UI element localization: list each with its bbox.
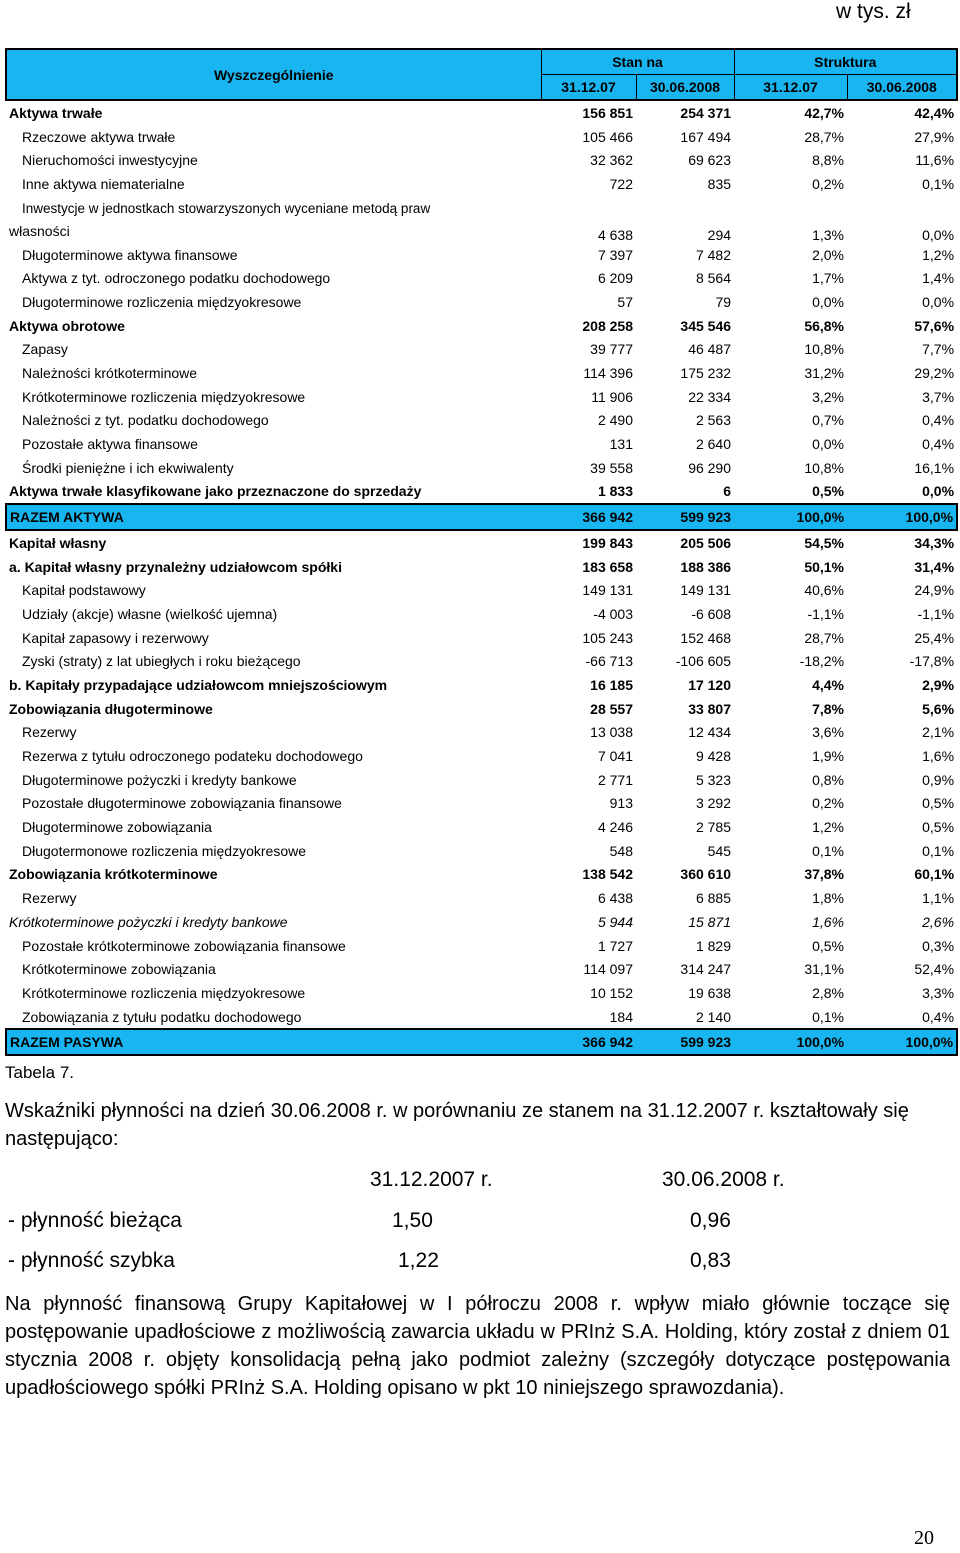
row-value-2: 1 829 <box>695 937 732 954</box>
table-row <box>6 290 957 314</box>
row-value-3: 3,6% <box>812 724 845 741</box>
ratio-value-quick-2007: 1,22 <box>398 1249 439 1272</box>
row-value-1: -4 003 <box>593 605 633 622</box>
balance-sheet-table <box>5 48 958 1056</box>
row-value-2: 599 923 <box>636 504 734 530</box>
row-value-2: 152 468 <box>680 629 732 646</box>
table-row <box>6 863 957 887</box>
row-label: Krótkoterminowe rozliczenia międzyokresowe <box>22 388 306 405</box>
table-row <box>6 148 957 172</box>
header-group-struktura: Struktura <box>734 49 957 75</box>
table-row <box>6 432 957 456</box>
row-value-4: 11,6% <box>915 152 955 169</box>
header-col-2: 30.06.2008 <box>636 75 734 101</box>
total-row <box>6 1029 957 1055</box>
table-row <box>6 792 957 816</box>
row-value-3: 28,7% <box>804 629 845 646</box>
row-value-2: 15 871 <box>688 913 732 930</box>
row-label: Zobowiązania krótkoterminowe <box>9 866 218 883</box>
row-value-3: 100,0% <box>734 504 847 530</box>
row-label: Rzeczowe aktywa trwałe <box>22 128 176 145</box>
row-label: Krótkoterminowe pożyczki i kredyty bankowe <box>9 913 288 930</box>
row-value-4: 0,1% <box>922 175 955 192</box>
ratio-value-quick-2008: 0,83 <box>690 1249 731 1272</box>
row-value-3: 50,1% <box>804 558 845 575</box>
row-label: b. Kapitały przypadające udziałowcom mniejszościowym <box>9 676 388 693</box>
row-value-1: 1 727 <box>597 937 633 954</box>
table-caption: Tabela 7. <box>5 1063 74 1082</box>
row-value-1: 913 <box>609 795 633 812</box>
row-value-1: 16 185 <box>590 676 633 693</box>
header-group-stan: Stan na <box>541 49 734 75</box>
row-value-4: 3,7% <box>922 388 955 405</box>
row-value-1: -66 713 <box>585 653 633 670</box>
table-row <box>6 530 957 555</box>
table-row <box>6 744 957 768</box>
table-row <box>6 385 957 409</box>
table-row <box>6 1005 957 1030</box>
row-value-4: 27,9% <box>914 128 955 145</box>
row-value-4: 34,3% <box>914 534 955 551</box>
row-label: Zapasy <box>22 341 68 358</box>
table-row <box>6 338 957 362</box>
header-col-1: 31.12.07 <box>541 75 636 101</box>
row-value-4: 0,0% <box>922 483 955 500</box>
row-value-3: 0,1% <box>812 842 845 859</box>
row-value-1: 7 041 <box>597 748 633 765</box>
row-value-3: 56,8% <box>804 317 845 334</box>
table-row <box>6 172 957 196</box>
row-value-2: 8 564 <box>695 270 732 287</box>
row-label-line-1: Inwestycje w jednostkach stowarzyszonych wyceniane metodą praw <box>22 200 431 216</box>
row-value-2: 835 <box>707 175 732 192</box>
table-row <box>6 361 957 385</box>
row-value-1: 131 <box>609 436 633 453</box>
row-value-3: 0,0% <box>812 293 845 310</box>
row-value-1: 7 397 <box>597 246 633 263</box>
row-value-3: 7,8% <box>812 700 845 717</box>
table-row <box>6 100 957 125</box>
row-value-3: 0,2% <box>812 175 845 192</box>
table-row <box>6 555 957 579</box>
row-value-4: 0,3% <box>922 937 955 954</box>
row-value-2: 5 323 <box>695 771 732 788</box>
row-label <box>6 196 541 243</box>
row-value-4: 25,4% <box>914 629 955 646</box>
row-label: Środki pieniężne i ich ekwiwalenty <box>22 459 234 476</box>
table-row <box>6 886 957 910</box>
row-label: Aktywa z tyt. odroczonego podatku dochodowego <box>22 270 331 287</box>
row-value-3: 40,6% <box>804 582 845 599</box>
row-value-4: 31,4% <box>914 558 955 575</box>
row-value-1: 208 258 <box>582 317 633 334</box>
row-value-3: 31,1% <box>804 961 845 978</box>
row-label: Aktywa trwałe <box>9 104 103 121</box>
row-value-1: 57 <box>617 293 633 310</box>
row-value-2: 69 623 <box>688 152 732 169</box>
row-value-3: 28,7% <box>804 128 845 145</box>
row-value-1: 366 942 <box>541 504 636 530</box>
row-value-4: 0,4% <box>922 412 955 429</box>
row-label: Udziały (akcje) własne (wielkość ujemna) <box>22 605 278 622</box>
row-value-4: 0,5% <box>922 795 955 812</box>
row-value-1: 366 942 <box>541 1029 636 1055</box>
row-label: Aktywa trwałe klasyfikowane jako przeznaczone do sprzedaży <box>9 483 422 500</box>
row-value-3: 54,5% <box>804 534 845 551</box>
row-label: a. Kapitał własny przynależny udziałowcom spółki <box>9 558 342 575</box>
row-value-3: 0,8% <box>812 771 845 788</box>
row-value-3: 0,5% <box>812 483 845 500</box>
row-value-2: 545 <box>707 842 732 859</box>
row-value-4: 1,4% <box>922 270 955 287</box>
table-row <box>6 456 957 480</box>
table-row <box>6 480 957 505</box>
total-row <box>6 504 957 530</box>
ratio-col-header-2: 30.06.2008 r. <box>662 1168 785 1191</box>
ratio-value-current-2007: 1,50 <box>392 1209 433 1232</box>
row-value-2: 360 610 <box>680 866 732 883</box>
row-value-4: 2,6% <box>922 913 955 930</box>
row-value-1: 1 833 <box>597 483 633 500</box>
row-value-1: 11 906 <box>591 388 633 405</box>
row-value-3: 0,1% <box>812 1008 845 1025</box>
table-row <box>6 409 957 433</box>
row-label: Należności z tyt. podatku dochodowego <box>22 412 269 429</box>
row-value-4: 52,4% <box>914 961 955 978</box>
row-value-4: -1,1% <box>917 605 955 622</box>
paragraph-liquidity-explanation: Na płynność finansową Grupy Kapitałowej w I półroczu 2008 r. wpływ miało głównie toczące się postępowanie upadłościowe z możliwością zawarcia układu w PRInż S.A. Holding, który został z dniem 01 stycznia 2008 r. objęty konsolidacją pełną jako podmiot zależny (szczegóły dotyczące postępowania upadłościowego spółki PRInż S.A. Holding opisano w pkt 10 niniejszego sprawozdania). <box>5 1293 950 1399</box>
row-value-2: 2 563 <box>695 412 732 429</box>
row-label: RAZEM AKTYWA <box>6 504 541 530</box>
row-label: Rezerwy <box>22 890 77 907</box>
row-value-4: -17,8% <box>909 653 955 670</box>
table-row <box>6 196 957 243</box>
row-label: Pozostałe aktywa finansowe <box>22 436 198 453</box>
row-value-2: 2 785 <box>695 819 732 836</box>
row-value-1: 5 944 <box>597 913 633 930</box>
row-value-4: 2,9% <box>922 676 955 693</box>
row-value-3: 10,8% <box>804 459 845 476</box>
row-label: Krótkoterminowe zobowiązania <box>22 961 216 978</box>
row-value-4: 100,0% <box>847 504 957 530</box>
row-value-1: 28 557 <box>590 700 633 717</box>
row-value-3: 0,5% <box>812 937 845 954</box>
row-value-1: 10 152 <box>590 984 633 1001</box>
table-row <box>6 934 957 958</box>
row-label: Kapitał podstawowy <box>22 582 146 599</box>
row-value-4: 0,0% <box>922 226 955 243</box>
ratio-col-header-1: 31.12.2007 r. <box>370 1168 493 1191</box>
row-label: Nieruchomości inwestycyjne <box>22 152 198 169</box>
row-value-2: 345 546 <box>680 317 732 334</box>
table-row <box>6 981 957 1005</box>
row-value-1: 138 542 <box>582 866 633 883</box>
row-value-1: 39 558 <box>590 459 633 476</box>
row-value-4: 0,9% <box>922 771 955 788</box>
row-label: Rezerwa z tytułu odroczonego podateku dochodowego <box>22 748 363 765</box>
row-value-1: 105 243 <box>582 629 633 646</box>
row-value-4: 24,9% <box>914 582 955 599</box>
header-label: Wyszczególnienie <box>6 49 541 100</box>
row-value-4: 1,2% <box>922 246 955 263</box>
row-value-2: 33 807 <box>688 700 732 717</box>
row-value-3: 31,2% <box>804 365 845 382</box>
row-value-1: 149 131 <box>582 582 633 599</box>
row-value-2: 2 640 <box>695 436 732 453</box>
row-label: Kapitał zapasowy i rezerwowy <box>22 629 209 646</box>
row-value-1: 4 638 <box>597 226 633 243</box>
table-row <box>6 768 957 792</box>
row-value-3: 2,0% <box>812 246 845 263</box>
row-label: Długoterminowe zobowiązania <box>22 819 212 836</box>
row-value-4: 100,0% <box>847 1029 957 1055</box>
row-value-2: 79 <box>715 293 732 310</box>
row-value-3: -18,2% <box>799 653 845 670</box>
row-value-2: 12 434 <box>688 724 732 741</box>
row-value-1: 32 362 <box>590 152 633 169</box>
row-value-3: 2,8% <box>812 984 845 1001</box>
row-value-2: 3 292 <box>695 795 732 812</box>
row-label: Długoterminowe rozliczenia międzyokresowe <box>22 293 302 310</box>
row-value-2: 167 494 <box>680 128 732 145</box>
row-value-2: 314 247 <box>680 961 732 978</box>
table-row <box>6 626 957 650</box>
table-row <box>6 243 957 267</box>
header-col-4: 30.06.2008 <box>847 75 957 101</box>
row-value-2: 149 131 <box>680 582 732 599</box>
row-value-3: 10,8% <box>804 341 845 358</box>
row-value-4: 1,1% <box>922 890 955 907</box>
row-value-1: 183 658 <box>582 558 633 575</box>
row-value-1: 199 843 <box>582 534 633 551</box>
table-row <box>6 721 957 745</box>
row-value-1: 156 851 <box>582 104 633 121</box>
row-value-1: 6 209 <box>597 270 633 287</box>
row-value-3: 0,0% <box>812 436 845 453</box>
row-value-4: 0,1% <box>922 842 955 859</box>
row-value-2: 6 <box>723 483 732 500</box>
row-value-1: 722 <box>609 175 633 192</box>
row-label: Kapitał własny <box>9 534 107 551</box>
row-label: Krótkoterminowe rozliczenia międzyokresowe <box>22 984 306 1001</box>
row-value-4: 0,5% <box>922 819 955 836</box>
row-value-3: 1,8% <box>812 890 845 907</box>
row-value-3: 1,3% <box>812 226 845 243</box>
row-label: Zobowiązania długoterminowe <box>9 700 213 717</box>
row-value-3: 1,2% <box>812 819 845 836</box>
row-value-3: 37,8% <box>804 866 845 883</box>
row-label: Należności krótkoterminowe <box>22 365 198 382</box>
row-value-3: 0,2% <box>812 795 845 812</box>
row-value-3: 100,0% <box>734 1029 847 1055</box>
table-row <box>6 957 957 981</box>
row-value-2: 96 290 <box>688 459 732 476</box>
table-row <box>6 649 957 673</box>
row-value-3: 8,8% <box>812 152 845 169</box>
table-row <box>6 125 957 149</box>
row-value-2: 46 487 <box>688 341 732 358</box>
row-value-1: 6 438 <box>597 890 633 907</box>
table-row <box>6 910 957 934</box>
ratio-label-quick: - płynność szybka <box>8 1249 175 1272</box>
row-value-1: 2 490 <box>597 412 633 429</box>
ratio-value-current-2008: 0,96 <box>690 1209 731 1232</box>
row-value-4: 7,7% <box>922 341 955 358</box>
table-row <box>6 602 957 626</box>
table-row <box>6 815 957 839</box>
row-value-2: -6 608 <box>691 605 732 622</box>
row-value-2: -106 605 <box>675 653 732 670</box>
row-label: Pozostałe długoterminowe zobowiązania finansowe <box>22 795 342 812</box>
row-label: Długoterminowe aktywa finansowe <box>22 246 238 263</box>
row-label: Długotermonowe rozliczenia międzyokresowe <box>22 842 307 859</box>
row-value-1: 548 <box>609 842 633 859</box>
row-value-3: 1,7% <box>812 270 845 287</box>
page-number: 20 <box>914 1527 934 1549</box>
row-value-3: 4,4% <box>812 676 845 693</box>
table-row <box>6 314 957 338</box>
row-value-1: 105 466 <box>582 128 633 145</box>
row-label: Zobowiązania z tytułu podatku dochodowego <box>22 1008 302 1025</box>
ratio-label-current: - płynność bieżąca <box>8 1209 182 1232</box>
row-value-1: 114 097 <box>583 961 633 978</box>
row-label: Zyski (straty) z lat ubiegłych i roku bieżącego <box>22 653 301 670</box>
row-value-1: 13 038 <box>590 724 633 741</box>
row-value-4: 0,4% <box>922 1008 955 1025</box>
table-header-row <box>6 49 957 75</box>
row-value-2: 599 923 <box>636 1029 734 1055</box>
row-value-2: 188 386 <box>680 558 732 575</box>
row-value-3: 0,7% <box>812 412 845 429</box>
row-value-4: 42,4% <box>914 104 955 121</box>
row-value-1: 2 771 <box>597 771 633 788</box>
row-value-1: 4 246 <box>597 819 633 836</box>
row-label: Długoterminowe pożyczki i kredyty bankowe <box>22 771 297 788</box>
table-row <box>6 266 957 290</box>
row-value-4: 1,6% <box>922 748 955 765</box>
row-value-4: 3,3% <box>922 984 955 1001</box>
table-row <box>6 697 957 721</box>
row-value-1: 184 <box>609 1008 633 1025</box>
row-value-3: 3,2% <box>812 388 845 405</box>
row-label: Aktywa obrotowe <box>9 317 125 334</box>
row-value-4: 60,1% <box>914 866 955 883</box>
row-value-4: 57,6% <box>914 317 955 334</box>
row-label: Inne aktywa niematerialne <box>22 175 185 192</box>
header-col-3: 31.12.07 <box>734 75 847 101</box>
row-label-line-2: własności <box>9 222 70 239</box>
unit-label: w tys. zł <box>836 0 911 23</box>
row-value-4: 29,2% <box>914 365 955 382</box>
row-value-4: 0,0% <box>922 293 955 310</box>
row-value-3: 1,6% <box>812 913 845 930</box>
row-value-3: 42,7% <box>804 104 845 121</box>
row-value-2: 2 140 <box>695 1008 732 1025</box>
row-value-2: 19 638 <box>688 984 732 1001</box>
row-label: RAZEM PASYWA <box>6 1029 541 1055</box>
row-value-2: 254 371 <box>680 104 732 121</box>
row-value-4: 5,6% <box>922 700 955 717</box>
row-value-4: 0,4% <box>922 436 955 453</box>
row-value-2: 205 506 <box>680 534 732 551</box>
row-value-4: 2,1% <box>922 724 955 741</box>
row-label: Pozostałe krótkoterminowe zobowiązania finansowe <box>22 937 346 954</box>
row-value-2: 6 885 <box>695 890 732 907</box>
paragraph-liquidity-intro: Wskaźniki płynności na dzień 30.06.2008 r. w porównaniu ze stanem na 31.12.2007 r. kształtowały się następująco: <box>5 1100 909 1150</box>
row-value-1: 114 396 <box>583 365 633 382</box>
row-value-2: 22 334 <box>688 388 732 405</box>
row-value-2: 294 <box>707 226 732 243</box>
row-value-2: 17 120 <box>688 676 732 693</box>
table-row <box>6 578 957 602</box>
row-value-2: 7 482 <box>695 246 732 263</box>
table-row <box>6 839 957 863</box>
row-label: Rezerwy <box>22 724 77 741</box>
row-value-4: 16,1% <box>914 459 955 476</box>
row-value-2: 175 232 <box>680 365 732 382</box>
row-value-3: -1,1% <box>807 605 845 622</box>
row-value-3: 1,9% <box>812 748 845 765</box>
row-value-1: 39 777 <box>590 341 633 358</box>
row-value-2: 9 428 <box>695 748 732 765</box>
table-row <box>6 673 957 697</box>
